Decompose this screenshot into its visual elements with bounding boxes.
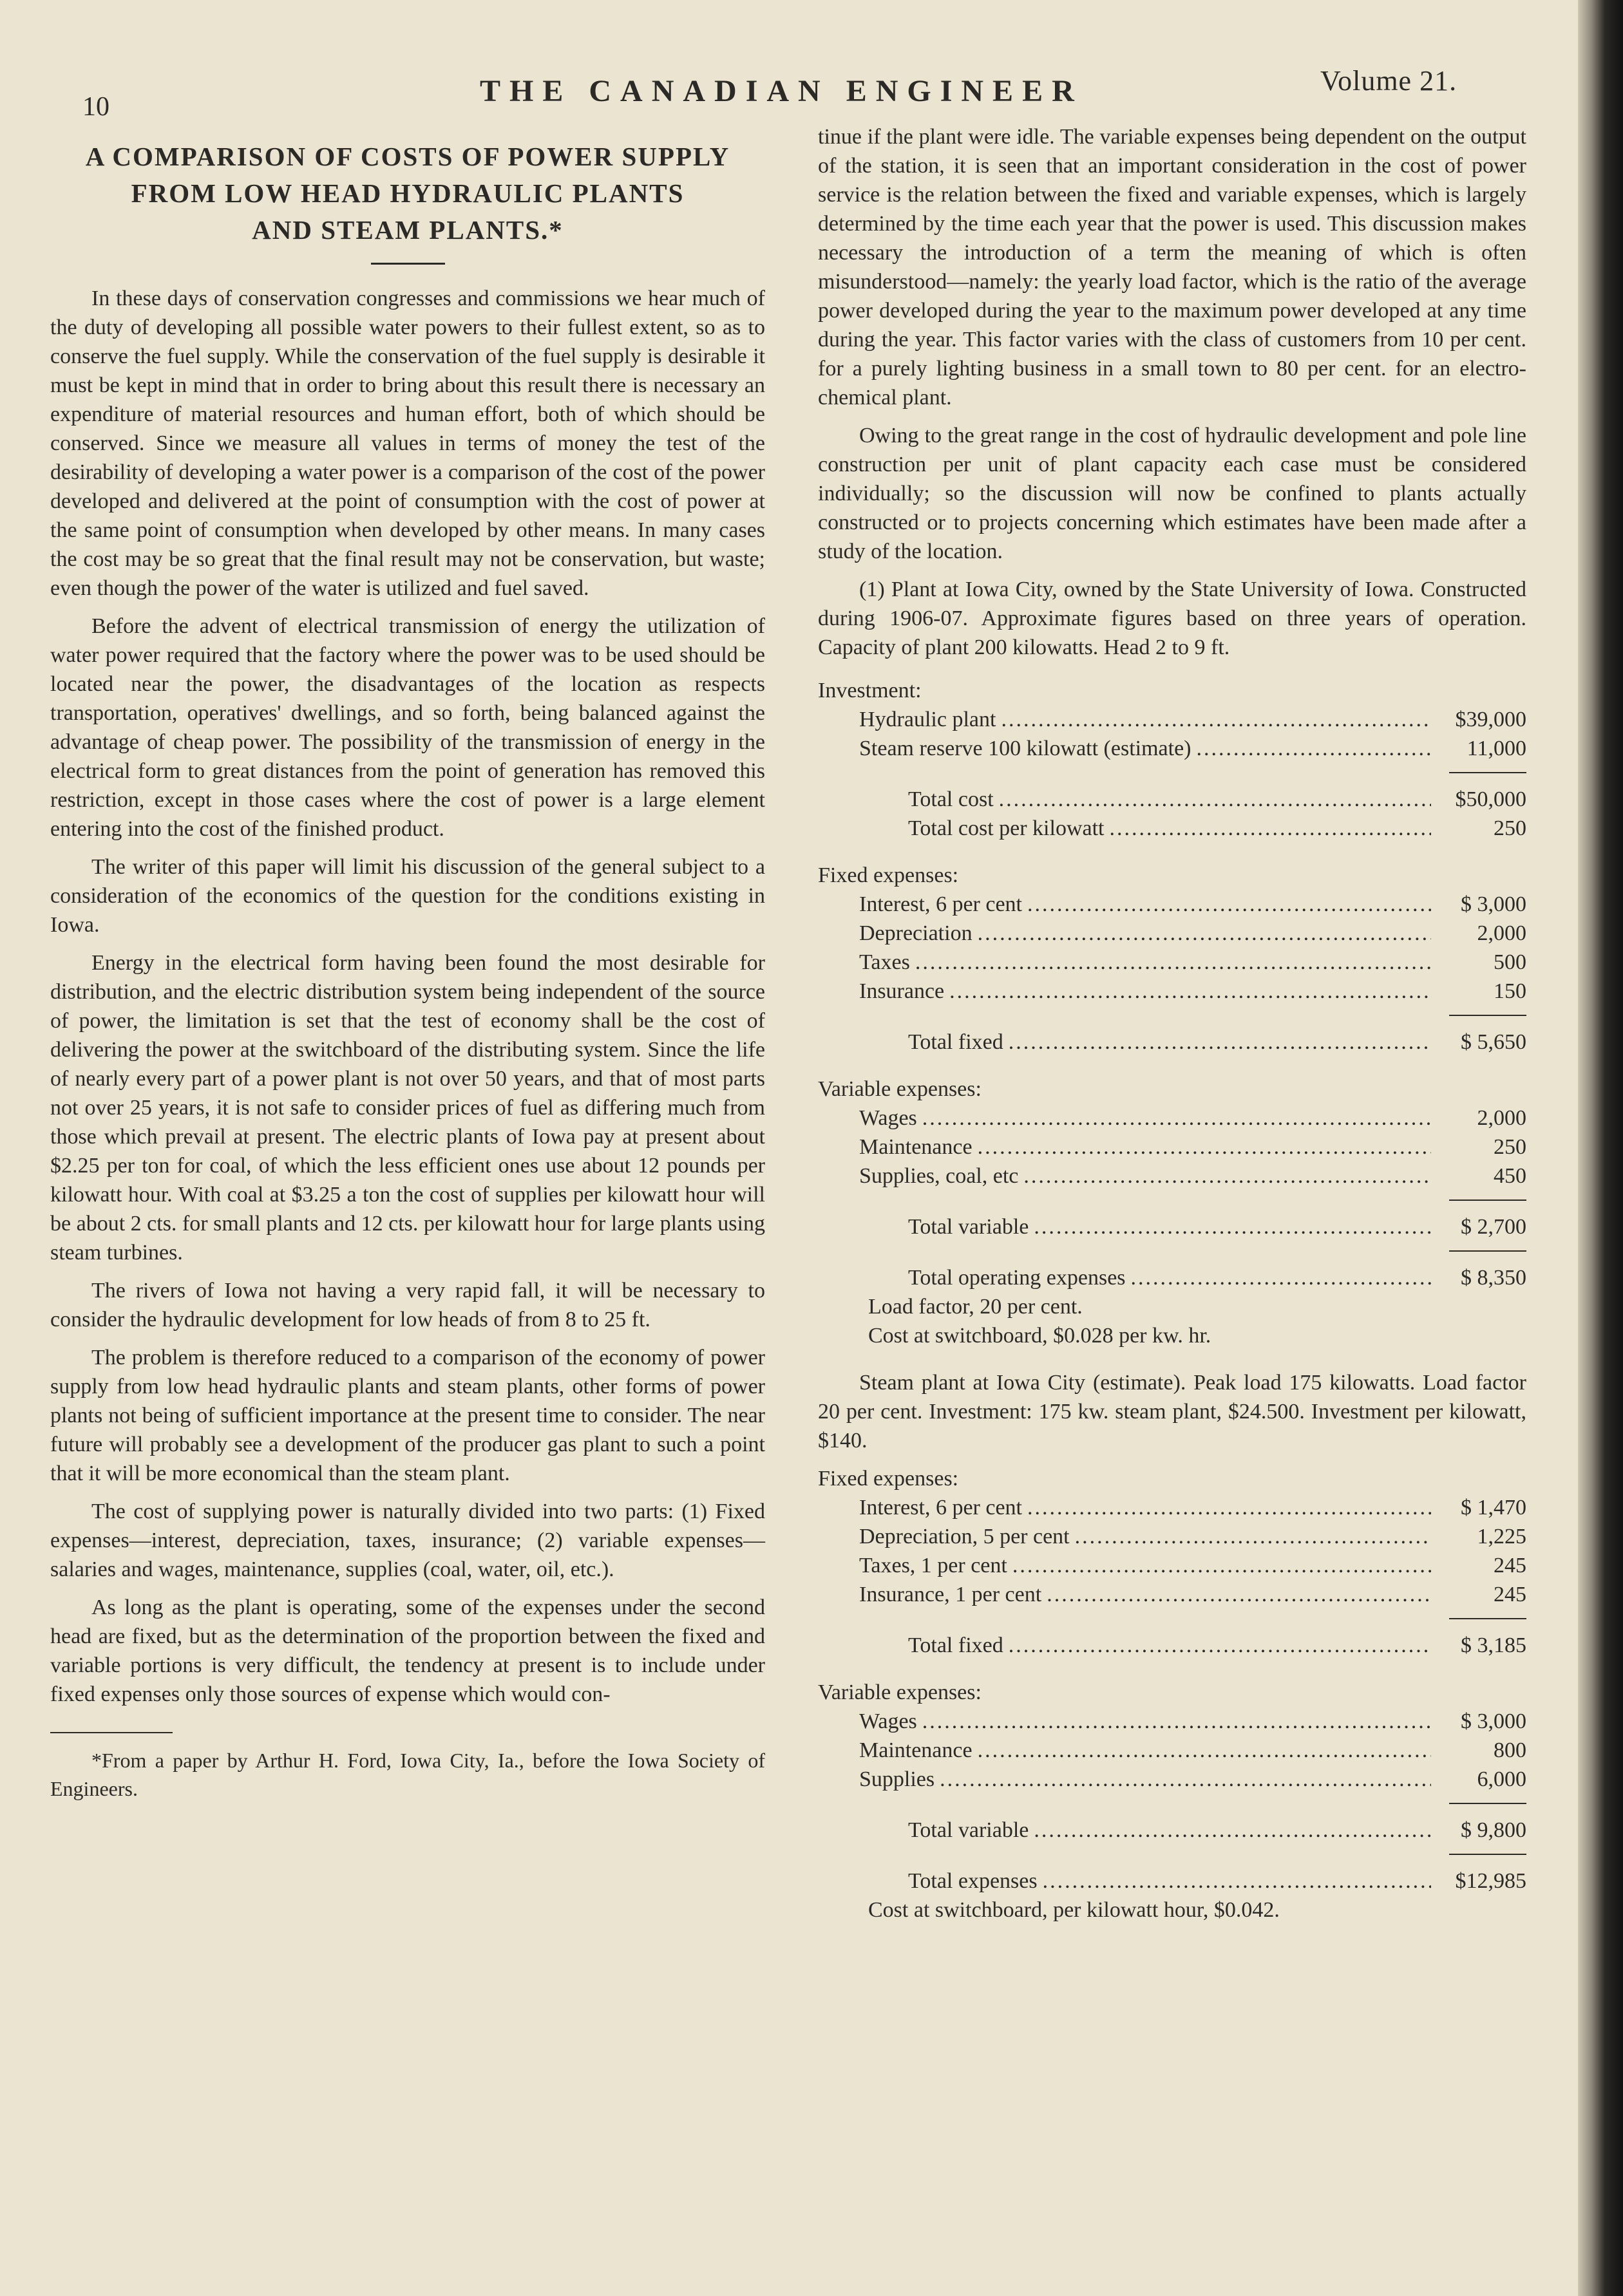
- row-label: Interest, 6 per cent: [859, 1496, 1022, 1520]
- leader-dots: [949, 977, 1431, 1006]
- row-label: Depreciation, 5 per cent: [859, 1525, 1070, 1548]
- paragraph: As long as the plant is operating, some of the expenses under the second head are fixed, but as the determination of the proportion between the fixed and variable portions is very difficult, the tendency at present is to include under fixed expenses only those sources of expense which would con-: [50, 1595, 765, 1706]
- table-row: [818, 785, 1526, 814]
- row-amount: $ 3,000: [1461, 892, 1526, 916]
- table-row: [818, 1736, 1526, 1765]
- row-label: Taxes: [859, 950, 910, 974]
- leader-dots: [1009, 1028, 1431, 1057]
- article-title: [50, 138, 765, 249]
- leader-dots: [1027, 890, 1431, 919]
- row-amount: $ 9,800: [1461, 1818, 1526, 1842]
- row-label: Maintenance: [859, 1738, 973, 1762]
- paragraph: In these days of conservation congresses and commissions we hear much of the duty of developing all possible water powers to their fullest extent, so as to conserve the fuel supply. While the conservation of the fuel supply is desirable it must be kept in mind that in order to bring about this result there is necessary an expenditure of material resources and human effort, both of which should be conserved. Since we measure all values in terms of money the test of the desirability of developing a water power is a comparison of the cost of the power developed and delivered at the point of consumption with the cost of power at the same point of consumption when developed by other means. In many cases the cost may be so great that the final result may not be conservation, but waste; even though the power of the water is utilized and fuel saved.: [50, 287, 765, 600]
- leader-dots: [1009, 1631, 1431, 1660]
- fixed-expenses-heading: Fixed expenses:: [818, 1467, 959, 1491]
- paragraph: The writer of this paper will limit his discussion of the general subject to a consideration of the economics of the question for the conditions existing in Iowa.: [50, 855, 765, 937]
- leader-dots: [999, 785, 1431, 814]
- steam-cost-table: [818, 1464, 1526, 1924]
- row-amount: $ 3,000: [1461, 1709, 1526, 1733]
- title-line-3: AND STEAM PLANTS.*: [252, 215, 564, 245]
- row-label: Wages: [859, 1106, 917, 1130]
- table-row: [818, 890, 1526, 919]
- table-row: [818, 948, 1526, 977]
- row-label: Total fixed: [908, 1633, 1003, 1657]
- row-label: Supplies: [859, 1767, 935, 1791]
- fixed-expenses-heading: Fixed expenses:: [818, 863, 959, 887]
- sum-rule: [1449, 1250, 1526, 1252]
- table-row: [818, 1707, 1526, 1736]
- title-rule: [371, 263, 445, 265]
- row-amount: 11,000: [1466, 737, 1526, 760]
- row-amount: $ 3,185: [1461, 1633, 1526, 1657]
- table-row: [818, 1212, 1526, 1241]
- leader-dots: [1027, 1493, 1431, 1522]
- row-label: Interest, 6 per cent: [859, 892, 1022, 916]
- page-number: 10: [82, 92, 109, 122]
- table-row: [818, 1765, 1526, 1794]
- table-row: [818, 977, 1526, 1006]
- leader-dots: [1131, 1263, 1431, 1292]
- leader-dots: [915, 948, 1431, 977]
- table-row: [818, 1522, 1526, 1551]
- row-label: Hydraulic plant: [859, 708, 996, 731]
- sum-rule: [1449, 772, 1526, 773]
- row-label: Maintenance: [859, 1135, 973, 1159]
- sum-rule: [1449, 1618, 1526, 1619]
- footnote: *From a paper by Arthur H. Ford, Iowa City, Ia., before the Iowa Society of Engineers.: [50, 1749, 765, 1800]
- table-row: [818, 734, 1526, 763]
- row-amount: 500: [1494, 950, 1526, 974]
- table-row: [818, 1631, 1526, 1660]
- row-amount: $50,000: [1455, 787, 1526, 811]
- table-row: [818, 1263, 1526, 1292]
- investment-heading: Investment:: [818, 679, 922, 702]
- table-row: [818, 1816, 1526, 1845]
- paragraph: Owing to the great range in the cost of hydraulic development and pole line construction per unit of plant capacity each case must be considered individually; so the discussion will now be confined to plants actually constructed or to projects concerning which estimates have been made after a study of the location.: [818, 424, 1526, 563]
- leader-dots: [1047, 1580, 1431, 1609]
- row-amount: 800: [1494, 1738, 1526, 1762]
- row-label: Total operating expenses: [908, 1266, 1126, 1290]
- row-label: Total expenses: [908, 1869, 1038, 1893]
- row-label: Wages: [859, 1709, 917, 1733]
- hydraulic-cost-table: [818, 676, 1526, 1350]
- leader-dots: [1001, 705, 1431, 734]
- leader-dots: [978, 1736, 1431, 1765]
- row-label: Total variable: [908, 1818, 1029, 1842]
- row-label: Insurance, 1 per cent: [859, 1583, 1042, 1606]
- row-amount: 1,225: [1477, 1525, 1526, 1548]
- leader-dots: [1075, 1522, 1431, 1551]
- leader-dots: [922, 1707, 1431, 1736]
- row-label: Supplies, coal, etc: [859, 1164, 1019, 1188]
- sum-rule: [1449, 1854, 1526, 1855]
- running-head: THE CANADIAN ENGINEER: [480, 74, 1083, 108]
- left-column: [50, 132, 765, 1803]
- table-row: [818, 1867, 1526, 1896]
- table-row: [818, 919, 1526, 948]
- row-label: Total cost: [908, 787, 994, 811]
- paragraph: The problem is therefore reduced to a comparison of the economy of power supply from low head hydraulic plants and steam plants, other forms of power plants not being of sufficient importance at the present time to consider. The near future will probably see a development of the producer gas plant to such a point that it will be more economical than the steam plant.: [50, 1346, 765, 1485]
- table-row: [818, 705, 1526, 734]
- leader-dots: [1012, 1551, 1431, 1580]
- row-amount: 150: [1494, 979, 1526, 1003]
- table-row: [818, 1551, 1526, 1580]
- table-row: [818, 1104, 1526, 1133]
- sum-rule: [1449, 1200, 1526, 1201]
- volume-label: Volume 21.: [1320, 65, 1457, 97]
- row-label: Total variable: [908, 1215, 1029, 1239]
- right-column: [818, 122, 1526, 1924]
- footnote-rule: [50, 1732, 173, 1733]
- row-amount: 245: [1494, 1583, 1526, 1606]
- leader-dots: [978, 919, 1431, 948]
- paragraph: tinue if the plant were idle. The variable expenses being dependent on the output of the station, it is seen that an important consideration in the cost of power service is the relation between the fixed and variable expenses, which is largely determined by the time each year that the power is used. This discussion makes necessary the introduction of a term the meaning of which is often misunderstood—namely: the yearly load factor, which is the ratio of the average power developed during the year to the maximum power developed at any time during the year. This factor varies with the class of customers from 10 per cent. for a purely lighting business in a small town to 80 per cent. for an electro-chemical plant.: [818, 125, 1526, 409]
- leader-dots: [1110, 814, 1432, 843]
- leader-dots: [1043, 1867, 1431, 1896]
- row-amount: 250: [1494, 1135, 1526, 1159]
- leader-dots: [1023, 1162, 1431, 1190]
- book-spine-shadow: [1578, 0, 1623, 2296]
- leader-dots: [1034, 1212, 1431, 1241]
- paragraph: The rivers of Iowa not having a very rapid fall, it will be necessary to consider the hydraulic development for low heads of from 8 to 25 ft.: [50, 1279, 765, 1331]
- row-amount: 250: [1494, 816, 1526, 840]
- table-row: [818, 1493, 1526, 1522]
- row-amount: $ 2,700: [1461, 1215, 1526, 1239]
- load-factor-note: Load factor, 20 per cent.: [868, 1295, 1083, 1319]
- table-row: [818, 1133, 1526, 1162]
- row-amount: $39,000: [1455, 708, 1526, 731]
- leader-dots: [940, 1765, 1431, 1794]
- page-header: [0, 64, 1591, 122]
- paragraph: Steam plant at Iowa City (estimate). Peak load 175 kilowatts. Load factor 20 per cent. Investment: 175 kw. steam plant, $24.500. Investment per kilowatt, $140.: [818, 1371, 1526, 1453]
- paragraph: (1) Plant at Iowa City, owned by the State University of Iowa. Constructed during 1906-07. Approximate figures based on three years of operation. Capacity of plant 200 kilowatts. Head 2 to 9 ft.: [818, 578, 1526, 659]
- row-amount: $ 5,650: [1461, 1030, 1526, 1054]
- row-label: Steam reserve 100 kilowatt (estimate): [859, 737, 1191, 760]
- row-amount: 2,000: [1477, 1106, 1526, 1130]
- row-amount: 245: [1494, 1554, 1526, 1577]
- leader-dots: [922, 1104, 1431, 1133]
- leader-dots: [1034, 1816, 1431, 1845]
- row-amount: $ 8,350: [1461, 1266, 1526, 1290]
- table-row: [818, 1028, 1526, 1057]
- row-amount: 450: [1494, 1164, 1526, 1188]
- paragraph: The cost of supplying power is naturally divided into two parts: (1) Fixed expenses—interest, depreciation, taxes, insurance; (2) variable expenses—salaries and wages, maintenance, supplies (coal, water, oil, etc.).: [50, 1500, 765, 1581]
- table-row: [818, 814, 1526, 843]
- row-label: Depreciation: [859, 921, 973, 945]
- row-label: Total cost per kilowatt: [908, 816, 1105, 840]
- row-amount: $12,985: [1455, 1869, 1526, 1893]
- leader-dots: [978, 1133, 1431, 1162]
- paragraph: Before the advent of electrical transmission of energy the utilization of water power required that the factory where the power was to be used should be located near the power, the disadvantages of the location as respects transportation, operatives' dwellings, and so forth, being balanced against the advantage of cheap power. The possibility of the transmission of energy in the electrical form to great distances from the point of generation has removed this restriction, except in those cases where the cost of power is a large element entering into the cost of the finished product.: [50, 614, 765, 841]
- row-label: Taxes, 1 per cent: [859, 1554, 1007, 1577]
- row-amount: 2,000: [1477, 921, 1526, 945]
- row-label: Total fixed: [908, 1030, 1003, 1054]
- sum-rule: [1449, 1015, 1526, 1016]
- paragraph: Energy in the electrical form having been found the most desirable for distribution, and the electric distribution system being independent of the source of power, the limitation is set that the test of economy shall be the cost of delivering the power at the switchboard of the distributing system. Since the life of nearly every part of a power plant is not over 50 years, and that of most parts not over 25 years, it is not safe to consider prices of fuel as differing much from those which prevail at present. The electric plants of Iowa pay at present about $2.25 per ton for coal, of which the less efficient ones use about 12 pounds per kilowatt hour. With coal at $3.25 a ton the cost of supplies per kilowatt hour will be about 2 cts. for small plants and 12 cts. per kilowatt hour for large plants using steam turbines.: [50, 951, 765, 1265]
- row-label: Insurance: [859, 979, 945, 1003]
- sum-rule: [1449, 1803, 1526, 1804]
- row-amount: $ 1,470: [1461, 1496, 1526, 1520]
- variable-expenses-heading: Variable expenses:: [818, 1077, 982, 1101]
- cost-switchboard-note: Cost at switchboard, per kilowatt hour, $0.042.: [868, 1898, 1280, 1922]
- leader-dots: [1197, 734, 1432, 763]
- table-row: [818, 1162, 1526, 1190]
- cost-switchboard-note: Cost at switchboard, $0.028 per kw. hr.: [868, 1324, 1211, 1348]
- title-line-1: A COMPARISON OF COSTS OF POWER SUPPLY: [85, 142, 730, 171]
- variable-expenses-heading: Variable expenses:: [818, 1680, 982, 1704]
- row-amount: 6,000: [1477, 1767, 1526, 1791]
- table-row: [818, 1580, 1526, 1609]
- title-line-2: FROM LOW HEAD HYDRAULIC PLANTS: [131, 178, 685, 208]
